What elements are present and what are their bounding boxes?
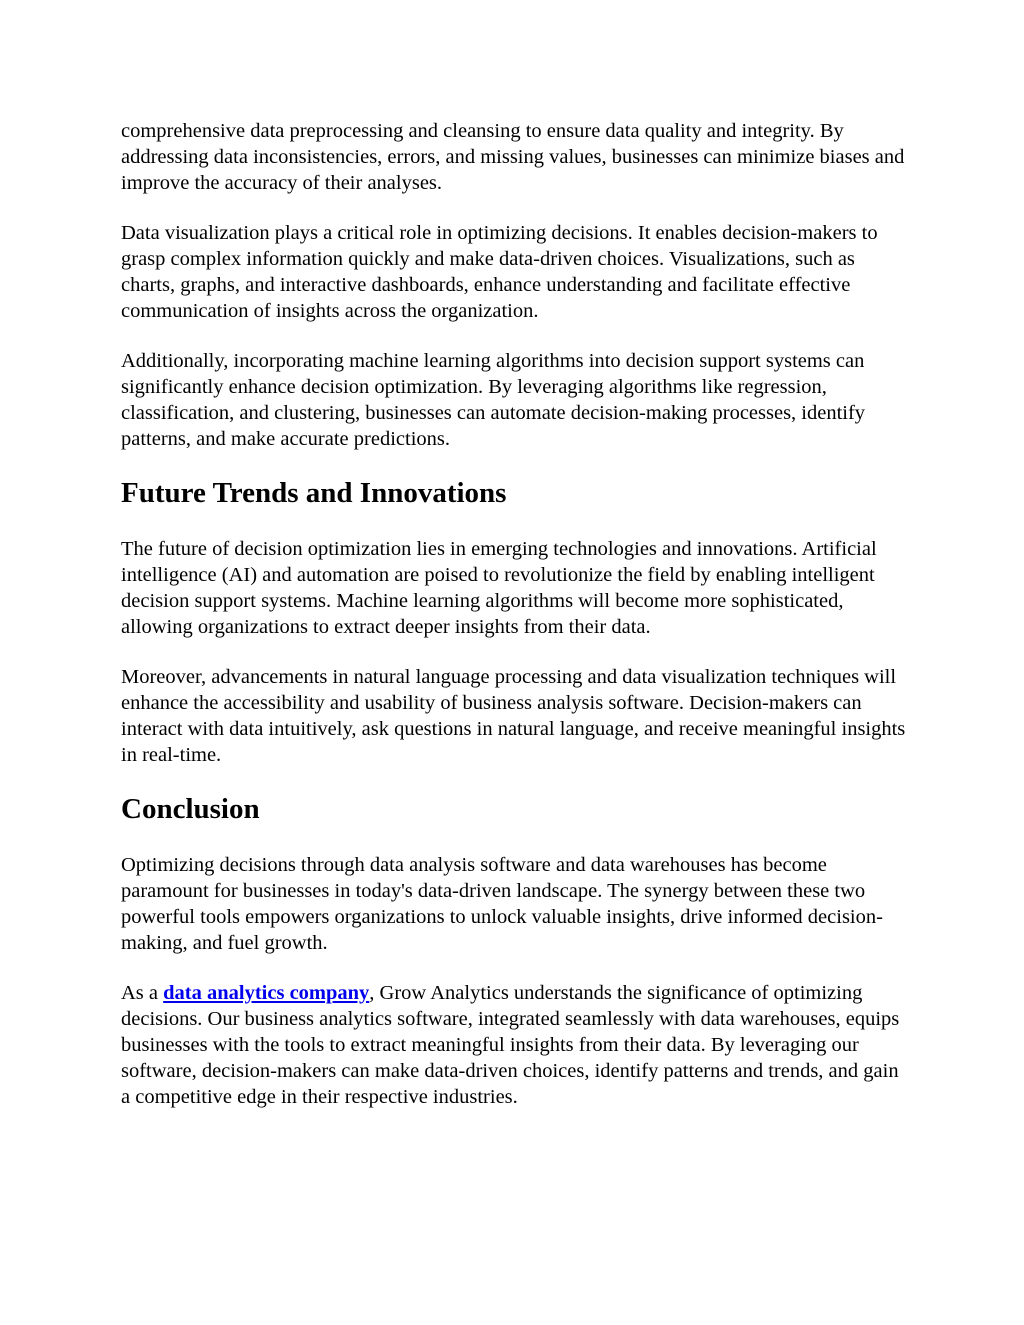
paragraph-grow-analytics — [121, 980, 911, 1110]
paragraph-nlp-advancements: Moreover, advancements in natural language processing and data visualization techniques will enhance the accessibility and usability of business analysis software. Decision-makers can interact with data intuitively, ask questions in natural language, and receive meaningful insights in real-time. — [121, 666, 906, 766]
paragraph-future-decision-optimization: The future of decision optimization lies in emerging technologies and innovations. Artificial intelligence (AI) and automation are poised to revolutionize the field by enabling intelligent decision support systems. Machine learning algorithms will become more sophisticated, allowing organizations to extract deeper insights from their data. — [121, 538, 877, 638]
document-page — [121, 118, 911, 1134]
paragraph-preprocessing: comprehensive data preprocessing and cleansing to ensure data quality and integrity. By addressing data inconsistencies, errors, and missing values, businesses can minimize biases and improve the accuracy of their analyses. — [121, 120, 905, 194]
paragraph-conclusion-summary: Optimizing decisions through data analysis software and data warehouses has become paramount for businesses in today's data-driven landscape. The synergy between these two powerful tools empowers organizations to unlock valuable insights, drive informed decision-making, and fuel growth. — [121, 854, 883, 954]
link-paragraph-after: , Grow Analytics understands the significance of optimizing decisions. Our business analytics software, integrated seamlessly with data warehouses, equips businesses with the tools to extract meaningful insights from their data. By leveraging our software, decision-makers can make data-driven choices, identify patterns and trends, and gain a competitive edge in their respective industries. — [121, 982, 900, 1108]
paragraph-data-visualization: Data visualization plays a critical role in optimizing decisions. It enables decision-makers to grasp complex information quickly and make data-driven choices. Visualizations, such as charts, graphs, and interactive dashboards, enhance understanding and facilitate effective communication of insights across the organization. — [121, 222, 878, 322]
heading-future-trends: Future Trends and Innovations — [121, 477, 507, 509]
data-analytics-company-link[interactable]: data analytics company — [163, 982, 370, 1004]
heading-conclusion: Conclusion — [121, 793, 260, 825]
link-paragraph-before: As a — [121, 982, 164, 1004]
paragraph-machine-learning: Additionally, incorporating machine learning algorithms into decision support systems can significantly enhance decision optimization. By leveraging algorithms like regression, classification, and clustering, businesses can automate decision-making processes, identify patterns, and make accurate predictions. — [121, 350, 866, 450]
